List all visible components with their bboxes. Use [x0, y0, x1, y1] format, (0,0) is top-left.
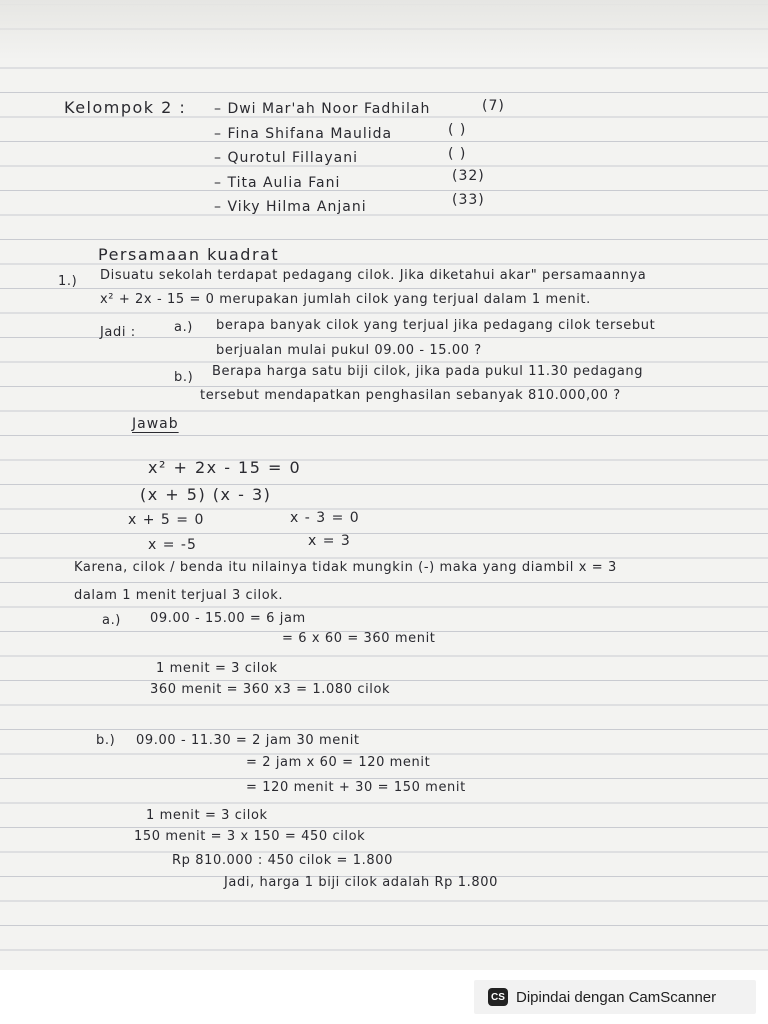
member-number: (32)	[452, 168, 485, 184]
question-b-label: b.)	[174, 370, 194, 385]
member-2: – Fina Shifana Maulida	[214, 126, 393, 142]
answer-a-line-2: = 6 x 60 = 360 menit	[282, 631, 436, 646]
member-number: ( )	[448, 146, 467, 162]
question-b-line-1: Berapa harga satu biji cilok, jika pada pukul 11.30 pedagang	[212, 364, 644, 379]
member-number: (7)	[482, 98, 505, 114]
conclusion: Jadi, harga 1 biji cilok adalah Rp 1.800	[224, 875, 498, 890]
member-name: Dwi Mar'ah Noor Fadhilah	[227, 101, 431, 117]
member-number: ( )	[448, 122, 467, 138]
camscanner-text: Dipindai dengan CamScanner	[516, 988, 717, 1006]
problem-jadi: Jadi :	[100, 325, 136, 340]
member-name: Fina Shifana Maulida	[227, 126, 393, 142]
problem-line-2: x² + 2x - 15 = 0 merupakan jumlah cilok yang terjual dalam 1 menit.	[100, 292, 591, 307]
group-heading: Kelompok 2 :	[64, 98, 187, 117]
answer-b-line-3: = 120 menit + 30 = 150 menit	[246, 780, 466, 795]
camscanner-watermark	[474, 980, 756, 1014]
reason-line-1: Karena, cilok / benda itu nilainya tidak mungkin (-) maka yang diambil x = 3	[74, 560, 617, 575]
answer-heading: Jawab	[132, 416, 179, 432]
topic-title: Persamaan kuadrat	[98, 245, 280, 264]
answer-b-label: b.)	[96, 733, 116, 748]
member-4: – Tita Aulia Fani	[214, 175, 341, 191]
member-name: Tita Aulia Fani	[227, 175, 341, 191]
answer-b-line-2: = 2 jam x 60 = 120 menit	[246, 755, 431, 770]
question-b-line-2: tersebut mendapatkan penghasilan sebanyak 810.000,00 ?	[200, 388, 621, 403]
factored-equation: (x + 5) (x - 3)	[140, 485, 272, 504]
reason-line-2: dalam 1 menit terjual 3 cilok.	[74, 588, 284, 603]
root-2-step-2: x = 3	[308, 533, 351, 549]
root-1-step-1: x + 5 = 0	[128, 512, 205, 528]
member-name: Viky Hilma Anjani	[227, 199, 367, 215]
answer-a-line-4: 360 menit = 360 x3 = 1.080 cilok	[150, 682, 391, 697]
member-1: – Dwi Mar'ah Noor Fadhilah	[214, 101, 431, 117]
question-a-label: a.)	[174, 320, 193, 335]
answer-a-line-3: 1 menit = 3 cilok	[156, 661, 278, 676]
root-1-step-2: x = -5	[148, 537, 197, 553]
answer-a-line-1: 09.00 - 15.00 = 6 jam	[150, 611, 306, 626]
answer-b-line-1: 09.00 - 11.30 = 2 jam 30 menit	[136, 733, 360, 748]
question-a-line-1: berapa banyak cilok yang terjual jika pedagang cilok tersebut	[216, 318, 656, 333]
answer-b-line-4: 1 menit = 3 cilok	[146, 808, 268, 823]
root-2-step-1: x - 3 = 0	[290, 510, 360, 526]
problem-number: 1.)	[58, 274, 78, 289]
member-3: – Qurotul Fillayani	[214, 150, 358, 166]
member-name: Qurotul Fillayani	[227, 150, 358, 166]
answer-b-line-5: 150 menit = 3 x 150 = 450 cilok	[134, 829, 366, 844]
member-5: – Viky Hilma Anjani	[214, 199, 367, 215]
problem-line-1: Disuatu sekolah terdapat pedagang cilok. Jika diketahui akar" persamaannya	[100, 268, 647, 283]
equation: x² + 2x - 15 = 0	[148, 458, 302, 477]
camscanner-logo-icon: CS	[488, 988, 508, 1006]
answer-b-line-6: Rp 810.000 : 450 cilok = 1.800	[172, 853, 393, 868]
answer-a-label: a.)	[102, 613, 121, 628]
member-number: (33)	[452, 192, 485, 208]
question-a-line-2: berjualan mulai pukul 09.00 - 15.00 ?	[216, 343, 482, 358]
